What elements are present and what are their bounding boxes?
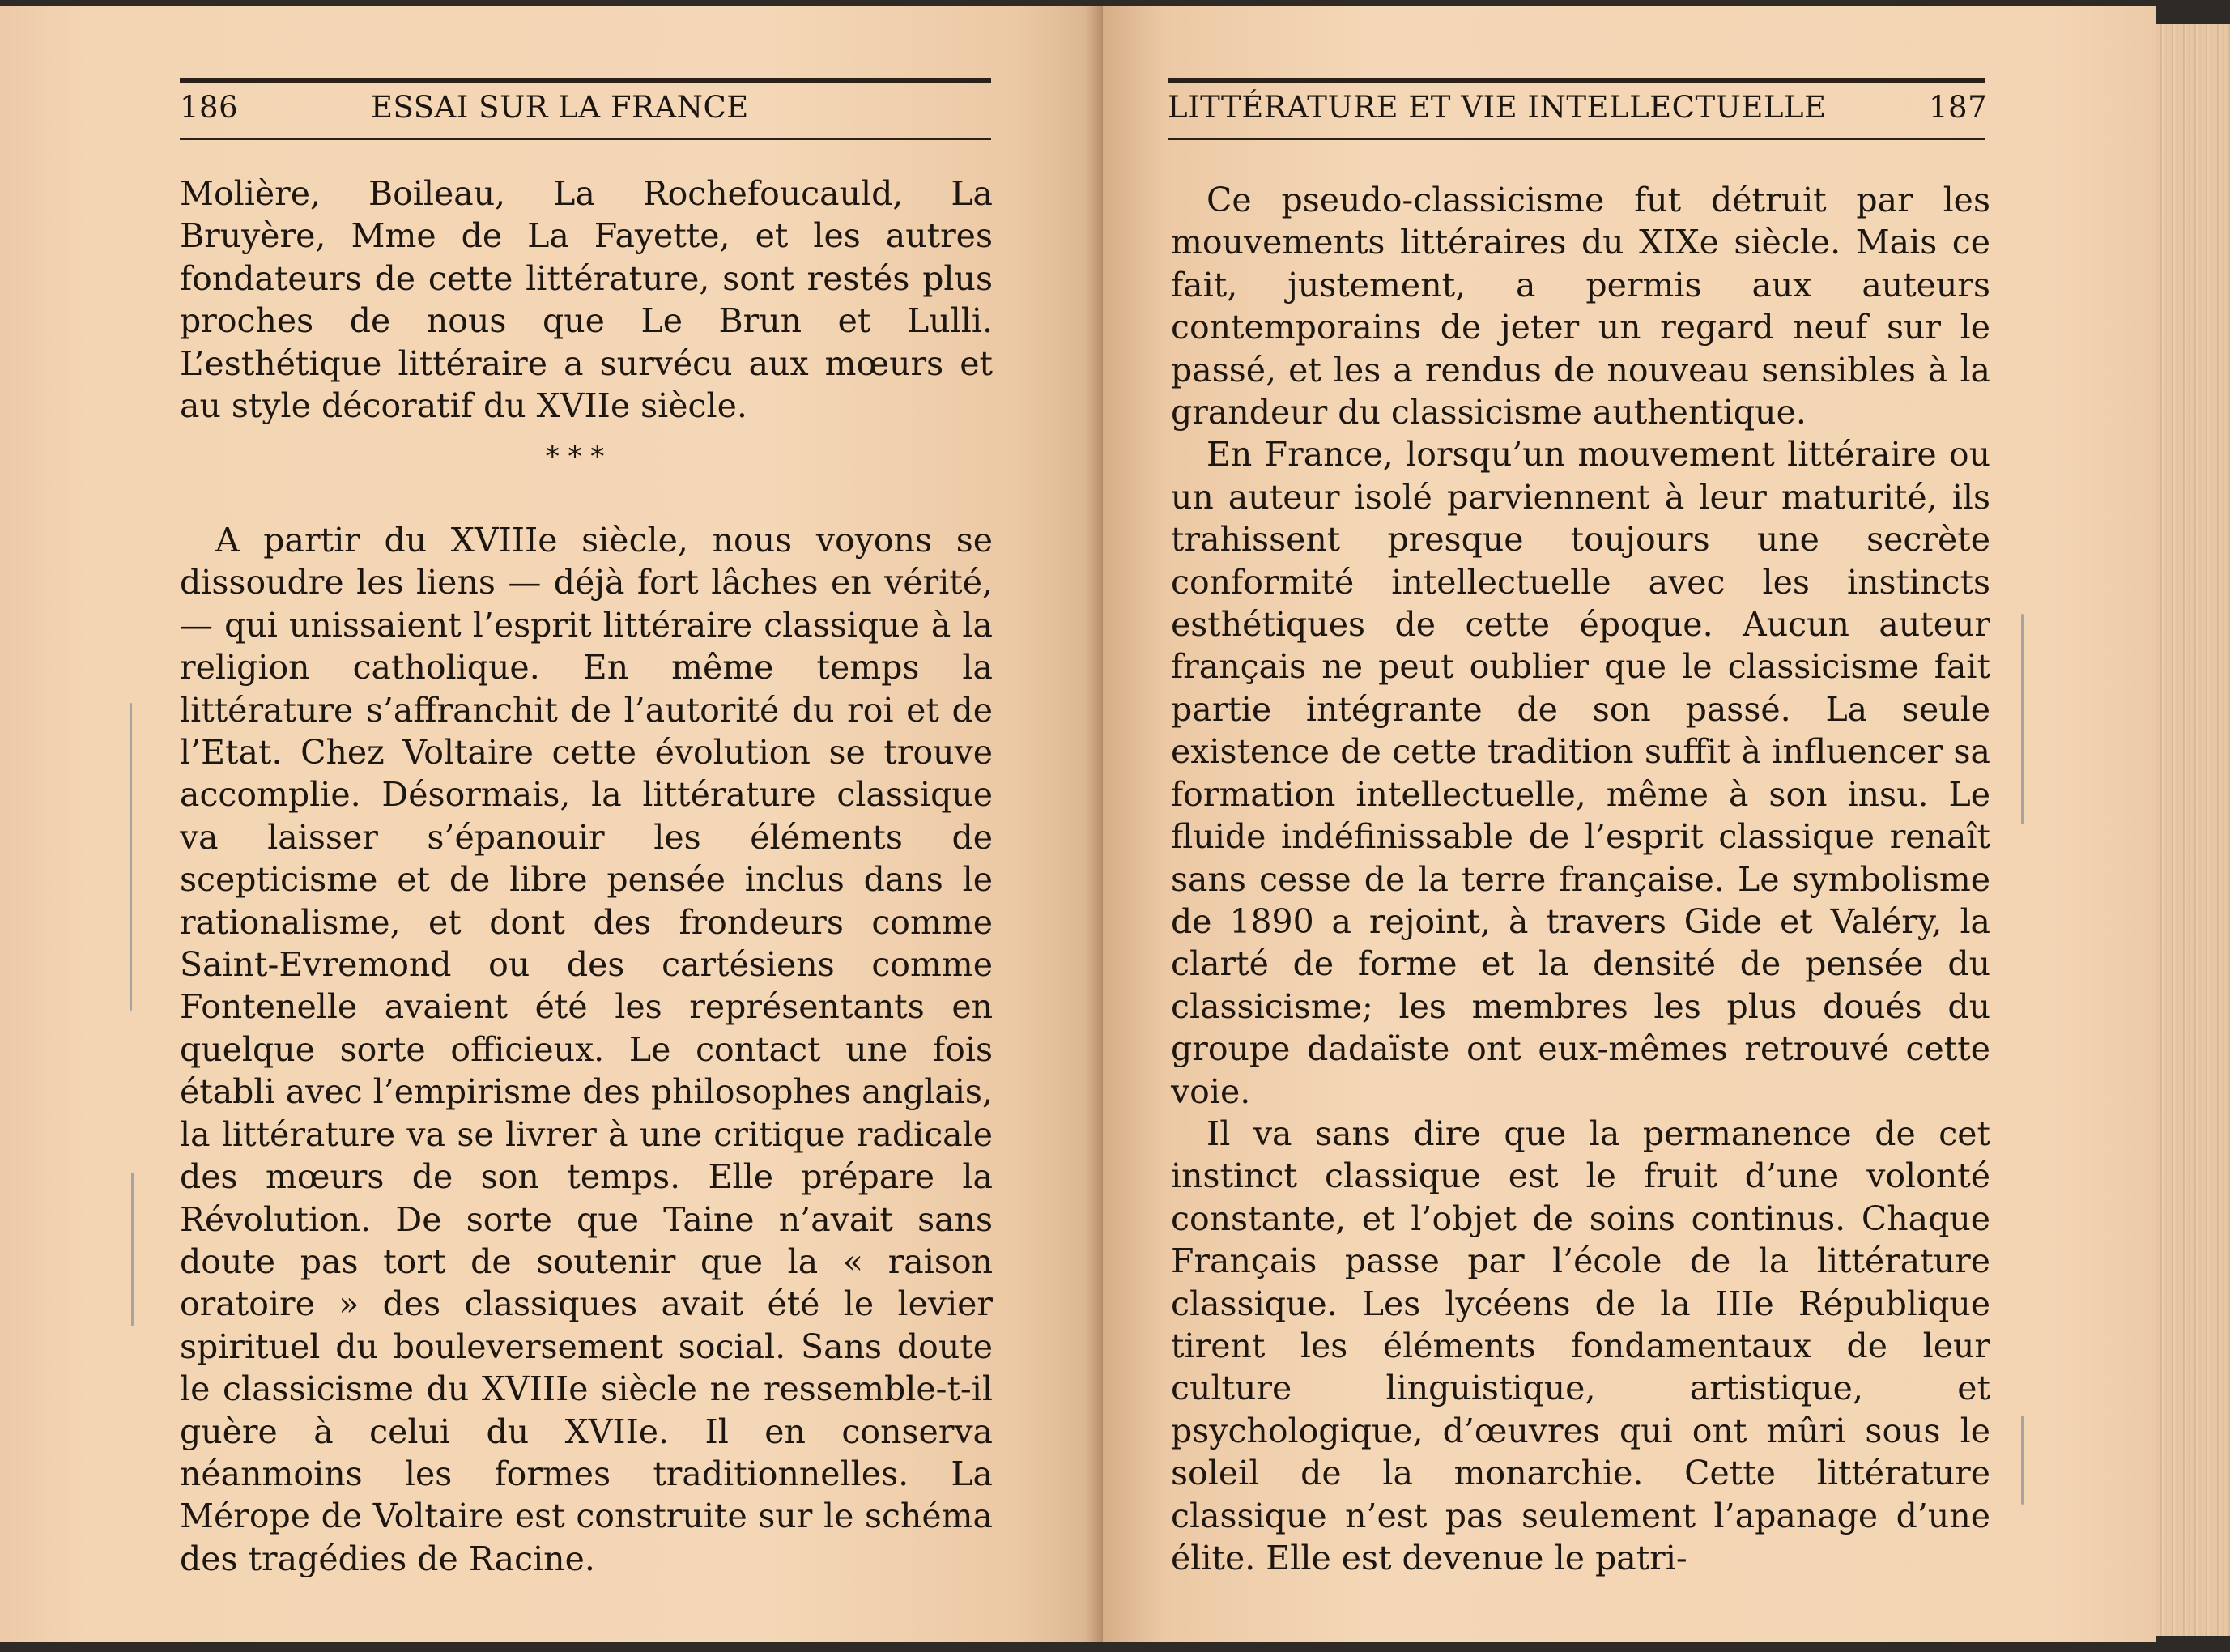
right-paragraph-3: Il va sans dire que la permanence de cet instinct classique est le fruit d’une volonté constante, et l’objet de soins continus. Chaque Français passe par l’école de la littérature classique. Les lycéens de la IIIe République tirent les éléments fondamentaux de leur culture linguistique, artistique, et psychologique, d’œuvres qui ont mûri sous le soleil de la monarchie. Cette littérature classique n’est pas seulement l’apanage d’une élite. Elle est devenue le patri- <box>1171 1113 1990 1577</box>
left-text-block-1 <box>180 172 993 427</box>
left-header-rule-bottom <box>180 138 991 140</box>
pencil-margin-mark <box>2021 614 2024 824</box>
left-page <box>0 6 1103 1642</box>
right-running-title: LITTÉRATURE ET VIE INTELLECTUELLE <box>1168 90 1827 125</box>
left-paragraph-1: Molière, Boileau, La Rochefoucauld, La Bruyère, Mme de La Fayette, et les autres fondateurs de cette littérature, sont restés plus proches de nous que Le Brun et Lulli. L’esthétique littéraire a survécu aux mœurs et au style décoratif du XVIIe siècle. <box>180 174 993 426</box>
left-header-rule-top <box>180 78 991 83</box>
right-header-rule-top <box>1168 78 1985 83</box>
right-header-rule-bottom <box>1168 138 1985 140</box>
page-block-edges <box>2156 24 2230 1636</box>
pencil-margin-mark <box>2021 1416 2024 1505</box>
left-running-title: ESSAI SUR LA FRANCE <box>371 90 749 125</box>
left-page-number: 186 <box>180 90 239 125</box>
right-page <box>1103 6 2156 1642</box>
right-page-number: 187 <box>1929 90 1988 125</box>
left-paragraph-2: A partir du XVIIIe siècle, nous voyons se dissoudre les liens — déjà fort lâches en vérité, — qui unissaient l’esprit littéraire classique à la religion catholique. En même temps la littérature s’affranchit de l’autorité du roi et de l’Etat. Chez Voltaire cette évolution se trouve accomplie. Désormais, la littérature classique va laisser s’épanouir les éléments de scepticisme et de libre pensée inclus dans le rationalisme, et dont des frondeurs comme Saint-Evremond ou des cartésiens comme Fontenelle avaient été les représentants en quelque sorte officieux. Le contact une fois établi avec l’empirisme des philosophes anglais, la littérature va se livrer à une critique radicale des mœurs de son temps. Elle prépare la Révolution. De sorte que Taine n’avait sans doute pas tort de soutenir que la « raison oratoire » des classiques avait été le levier spirituel du bouleversement social. Sans doute le classicisme du XVIIIe siècle ne ressemble-t-il guère à celui du XVIIe. Il en conserva néanmoins les formes traditionnelles. La Mérope de Voltaire est construite sur le schéma des tragédies de Racine. <box>180 521 993 1578</box>
right-paragraph-1: Ce pseudo-classicisme fut détruit par les mouvements littéraires du XIXe siècle. Mais ce fait, justement, a permis aux auteurs contemporains de jeter un regard neuf sur le passé, et les a rendus de nouveau sensibles à la grandeur du classicisme authentique. <box>1171 181 1990 432</box>
section-break-asterisks: * * * <box>545 441 605 473</box>
left-text-block-2 <box>180 519 993 1580</box>
right-paragraph-2: En France, lorsqu’un mouvement littéraire ou un auteur isolé parviennent à leur maturité, ils trahissent presque toujours une secrète conformité intellectuelle avec les instincts esthétiques de cette époque. Aucun auteur français ne peut oublier que le classicisme fait partie intégrante de son passé. La seule existence de cette tradition suffit à influencer sa formation intellectuelle, même à son insu. Le fluide indéfinissable de l’esprit classique renaît sans cesse de la terre française. Le symbolisme de 1890 a rejoint, à travers Gide et Valéry, la clarté de forme et la densité de pensée du classicisme; les membres les plus doués du groupe dadaïste ont eux-mêmes retrouvé cette voie. <box>1171 435 1990 1111</box>
pencil-margin-mark <box>131 1173 134 1326</box>
right-text-block <box>1171 179 1990 1579</box>
pencil-margin-mark <box>130 703 132 1011</box>
